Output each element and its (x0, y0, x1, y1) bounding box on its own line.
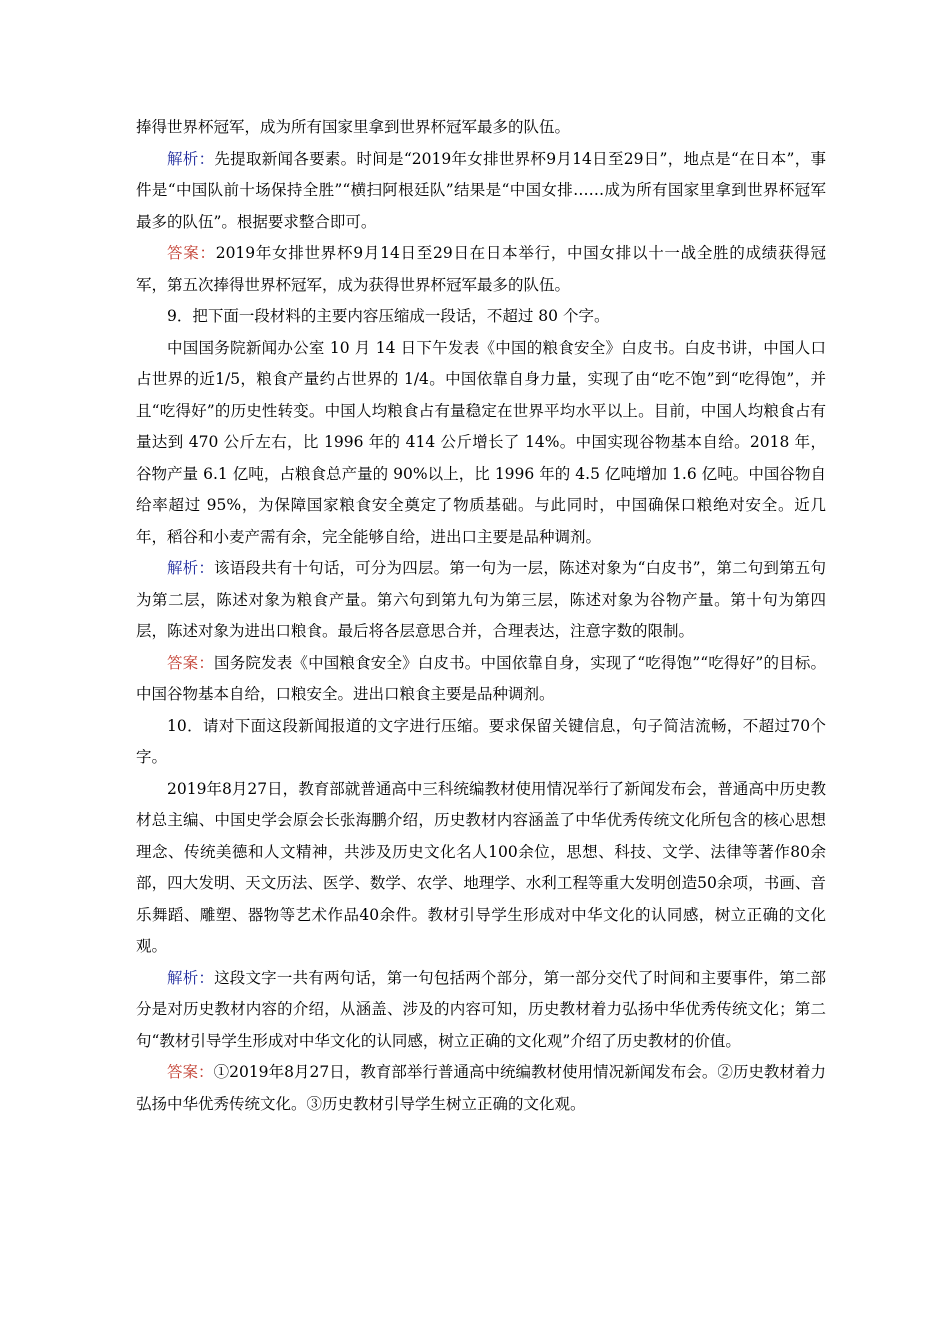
q10-material: 2019年8月27日，教育部就普通高中三科统编教材使用情况举行了新闻发布会，普通高中历史教材总主编、中国史学会原会长张海鹏介绍，历史教材内容涵盖了中华优秀传统文化所包含的核心思想理念、传统美德和人文精神，共涉及历史文化名人100余位，思想、科技、文学、法律等著作80余部，四大发明、天文历法、医学、数学、农学、地理学、水利工程等重大发明创造50余项，书画、音乐舞蹈、雕塑、器物等艺术作品40余件。教材引导学生形成对中华文化的认同感，树立正确的文化观。 (136, 779, 826, 955)
answer-label: 答案： (167, 244, 216, 262)
analysis-label: 解析： (167, 559, 215, 577)
analysis-text: 先提取新闻各要素。时间是“2019年女排世界杯9月14日至29日”，地点是“在日本”，事件是“中国队前十场保持全胜”“横扫阿根廷队”结果是“中国女排……成为所有国家里拿到世界杯冠军最多的队伍”。根据要求整合即可。 (136, 149, 826, 231)
q9-analysis (136, 553, 826, 648)
q8-answer-tail: 捧得世界杯冠军，成为所有国家里拿到世界杯冠军最多的队伍。 (136, 118, 571, 136)
answer-label: 答案： (167, 653, 215, 672)
q9-answer (136, 648, 826, 711)
analysis-text: 该语段共有十句话，可分为四层。第一句为一层，陈述对象为“白皮书”，第二句到第五句为第二层，陈述对象为粮食产量。第六句到第九句为第三层，陈述对象为谷物产量。第十句为第四层，陈述对象为进出口粮食。最后将各层意思合并，合理表达，注意字数的限制。 (136, 559, 826, 640)
answer-text: ①2019年8月27日，教育部举行普通高中统编教材使用情况新闻发布会。②历史教材着力弘扬中华优秀传统文化。③历史教材引导学生树立正确的文化观。 (136, 1063, 826, 1113)
q8-answer (136, 238, 826, 301)
analysis-label: 解析： (167, 149, 215, 168)
document-page (136, 112, 826, 1120)
answer-text: 国务院发表《中国粮食安全》白皮书。中国依靠自身，实现了“吃得饱”“吃得好”的目标。中国谷物基本自给，口粮安全。进出口粮食主要是品种调剂。 (136, 653, 826, 703)
analysis-label: 解析： (167, 968, 215, 987)
q10-question: 10．请对下面这段新闻报道的文字进行压缩。要求保留关键信息，句子简洁流畅，不超过70个字。 (136, 716, 826, 766)
q9-question: 9．把下面一段材料的主要内容压缩成一段话，不超过 80 个字。 (167, 307, 610, 325)
q10-analysis (136, 963, 826, 1058)
q9-material: 中国国务院新闻办公室 10 月 14 日下午发表《中国的粮食安全》白皮书。白皮书讲，中国人口占世界的近1/5，粮食产量约占世界的 1/4。中国依靠自身力量，实现了由“吃不饱”到“吃得饱”，并且“吃得好”的历史性转变。中国人均粮食占有量稳定在世界平均水平以上。目前，中国人均粮食占有量达到 470 公斤左右，比 1996 年的 414 公斤增长了 14%。中国实现谷物基本自给。2018 年，谷物产量 6.1 亿吨，占粮食总产量的 90%以上，比 1996 年的 4.5 亿吨增加 1.6 亿吨。中国谷物自给率超过 95%，为保障国家粮食安全奠定了物质基础。与此同时，中国确保口粮绝对安全。近几年，稻谷和小麦产需有余，完全能够自给，进出口主要是品种调剂。 (136, 338, 826, 546)
q8-analysis (136, 144, 826, 239)
analysis-text: 这段文字一共有两句话，第一句包括两个部分，第一部分交代了时间和主要事件，第二部分是对历史教材内容的介绍，从涵盖、涉及的内容可知，历史教材着力弘扬中华优秀传统文化；第二句“教材引导学生形成对中华文化的认同感，树立正确的文化观”介绍了历史教材的价值。 (136, 968, 826, 1050)
answer-label: 答案： (167, 1063, 214, 1081)
q10-answer (136, 1057, 826, 1120)
answer-text: 2019年女排世界杯9月14日至29日在日本举行，中国女排以十一战全胜的成绩获得冠军，第五次捧得世界杯冠军，成为获得世界杯冠军最多的队伍。 (136, 244, 826, 294)
